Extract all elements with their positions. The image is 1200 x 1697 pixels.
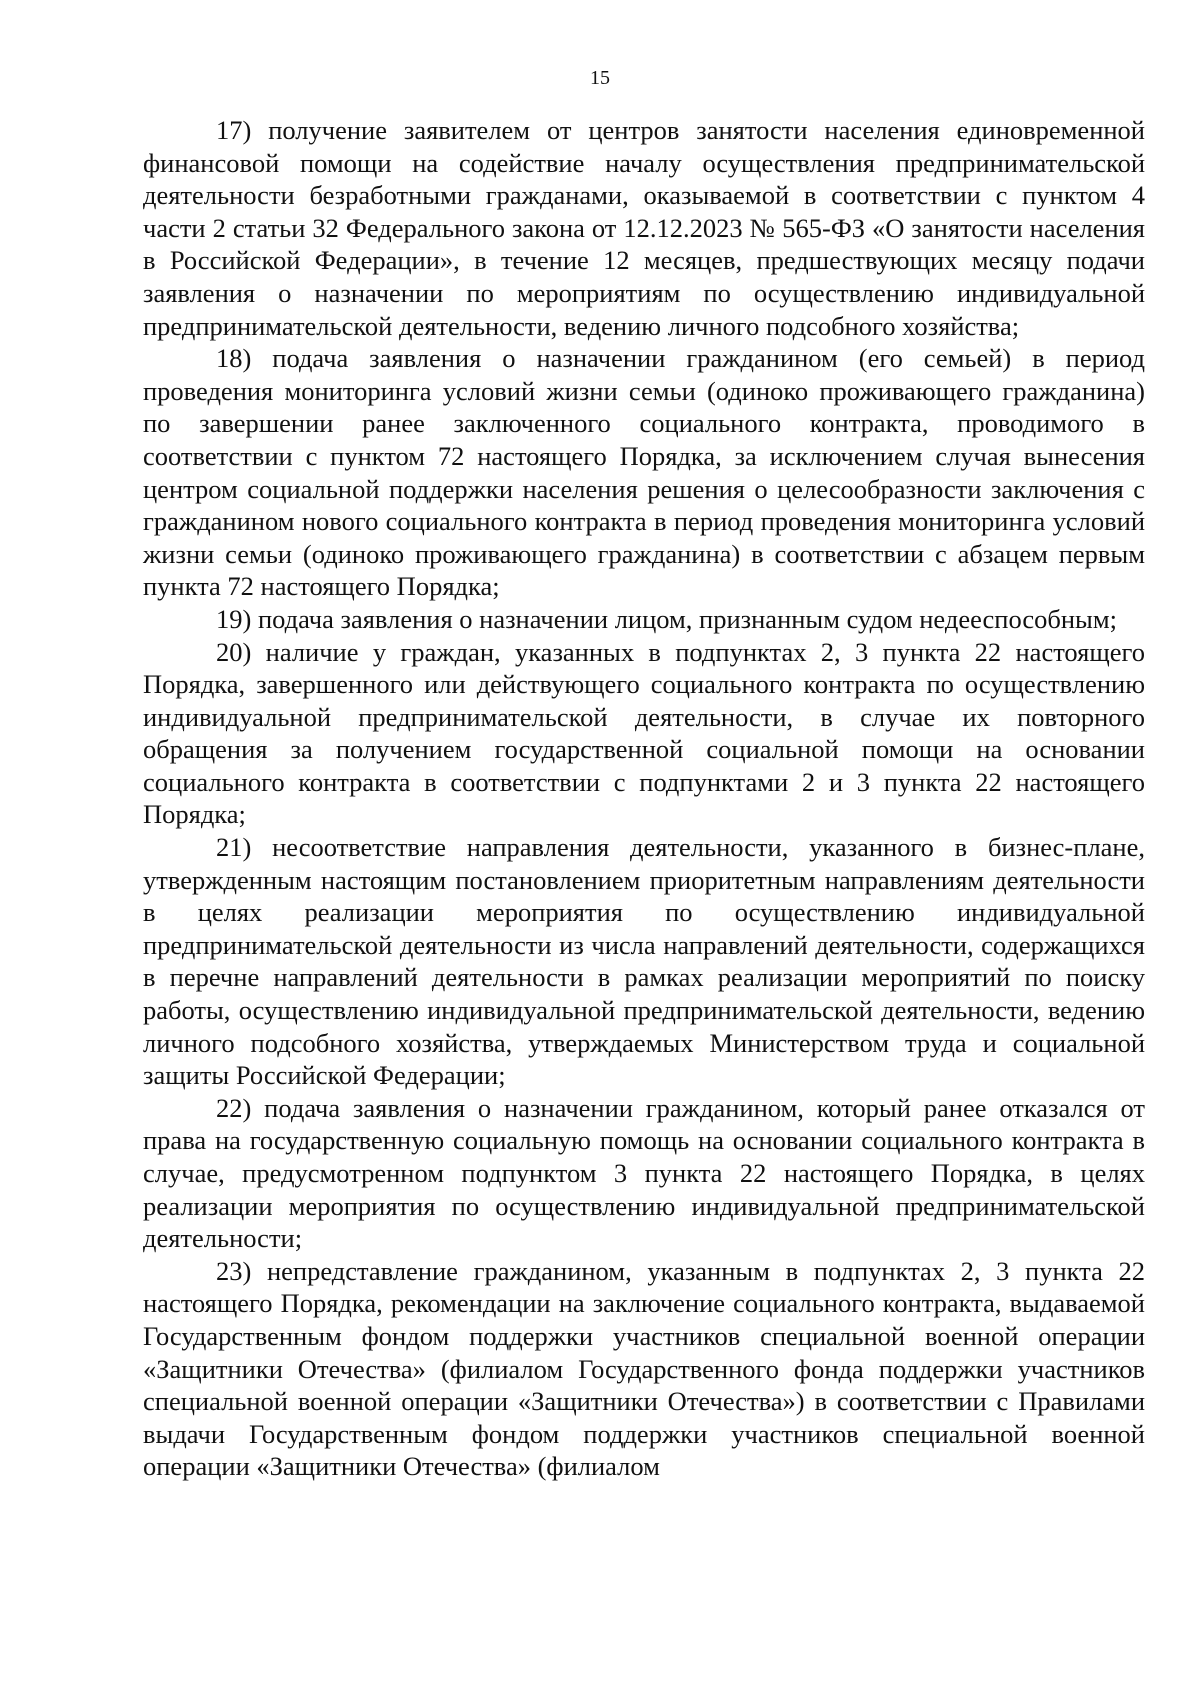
list-item-20: 20) наличие у граждан, указанных в подпунктах 2, 3 пункта 22 настоящего Порядка, завершенного или действующего социального контракта по осуществлению индивидуальной предпринимательской деятельности, в случае их повторного обращения за получением государственной социальной помощи на основании социального контракта в соответствии с подпунктами 2 и 3 пункта 22 настоящего Порядка; [143,636,1145,830]
document-body [143,114,1145,1483]
list-item-19: 19) подача заявления о назначении лицом, признанным судом недееспособным; [216,603,1117,634]
list-item-23: 23) непредставление гражданином, указанным в подпунктах 2, 3 пункта 22 настоящего Порядка, рекомендации на заключение социального контракта, выдаваемой Государственным фондом поддержки участников специальной военной операции «Защитники Отечества» (филиалом Государственного фонда поддержки участников специальной военной операции «Защитники Отечества») в соответствии с Правилами выдачи Государственным фондом поддержки участников специальной военной операции «Защитники Отечества» (филиалом [143,1255,1145,1482]
list-item-17: 17) получение заявителем от центров занятости населения единовременной финансовой помощи на содействие началу осуществления предпринимательской деятельности безработными гражданами, оказываемой в соответствии с пунктом 4 части 2 статьи 32 Федерального закона от 12.12.2023 № 565-ФЗ «О занятости населения в Российской Федерации», в течение 12 месяцев, предшествующих месяцу подачи заявления о назначении по мероприятиям по осуществлению индивидуальной предпринимательской деятельности, ведению личного подсобного хозяйства; [143,115,1145,341]
list-item-21: 21) несоответствие направления деятельности, указанного в бизнес-плане, утвержденным настоящим постановлением приоритетным направлениям деятельности в целях реализации мероприятия по осуществлению индивидуальной предпринимательской деятельности из числа направлений деятельности, содержащихся в перечне направлений деятельности в рамках реализации мероприятий по поиску работы, осуществлению индивидуальной предпринимательской деятельности, ведению личного подсобного хозяйства, утверждаемых Министерством труда и социальной защиты Российской Федерации; [143,832,1145,1091]
list-item-18: 18) подача заявления о назначении гражданином (его семьей) в период проведения мониторинга условий жизни семьи (одиноко проживающего гражданина) по завершении ранее заключенного социального контракта, проводимого в соответствии с пунктом 72 настоящего Порядка, за исключением случая вынесения центром социальной поддержки населения решения о целесообразности заключения с гражданином нового социального контракта в период проведения мониторинга условий жизни семьи (одиноко проживающего гражданина) в соответствии с абзацем первым пункта 72 настоящего Порядка; [143,343,1145,602]
list-item-22: 22) подача заявления о назначении гражданином, который ранее отказался от права на государственную социальную помощь на основании социального контракта в случае, предусмотренном подпунктом 3 пункта 22 настоящего Порядка, в целях реализации мероприятия по осуществлению индивидуальной предпринимательской деятельности; [143,1092,1145,1254]
page-number: 15 [590,67,610,89]
